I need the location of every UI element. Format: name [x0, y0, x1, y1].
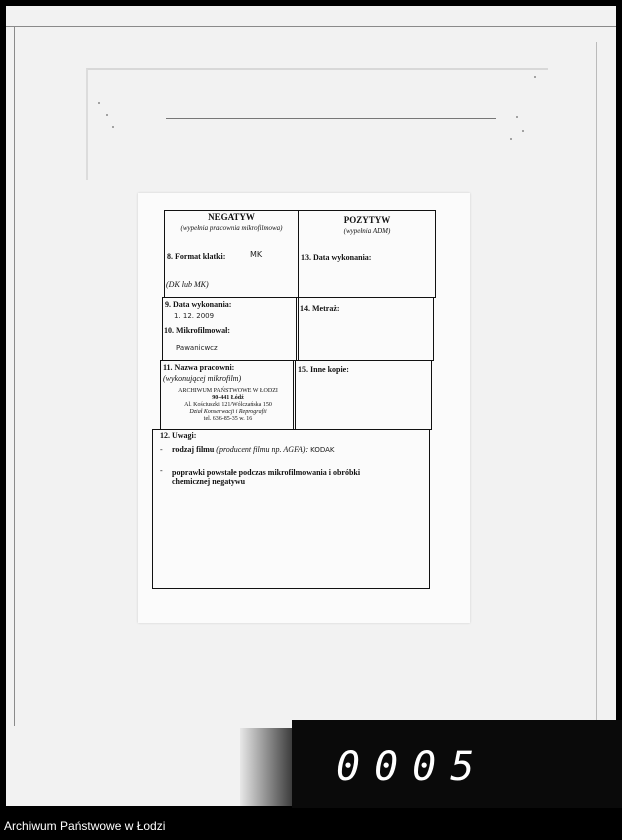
dust-speck	[106, 114, 108, 116]
dust-speck	[522, 130, 524, 132]
bullet1-bold: rodzaj filmu	[172, 445, 215, 454]
bullet1-italic: (producent filmu np. AGFA):	[216, 445, 309, 454]
negatyw-subtitle: (wypełnia pracownia mikrofilmowa)	[180, 224, 283, 232]
dust-speck	[112, 126, 114, 128]
dust-speck	[516, 116, 518, 118]
stamp-line2: 90-441 Łódź	[212, 395, 244, 401]
uwagi-label: 12. Uwagi:	[160, 431, 197, 440]
dust-speck	[98, 102, 100, 104]
footer-bar	[0, 812, 622, 840]
pozytyw-title: POZYTYW	[343, 215, 391, 225]
metraz-label: 14. Metraż:	[300, 304, 340, 313]
data-wykonania-value: 1. 12. 2009	[174, 312, 215, 320]
negatyw-title: NEGATYW	[208, 212, 255, 222]
mikrofilmowal-value: Pawanicwcz	[176, 344, 218, 352]
scan-guide-line	[6, 26, 616, 27]
inne-kopie-label: 15. Inne kopie:	[298, 365, 349, 374]
dust-speck	[534, 76, 536, 78]
bullet2-line2: chemicznej negatywu	[172, 477, 246, 486]
frame-counter-panel	[292, 720, 622, 808]
archive-name: Archiwum Państwowe w Łodzi	[4, 819, 166, 833]
stamp-line4: Dział Konserwacji i Reprografii	[189, 409, 267, 415]
bullet1-value: KODAK	[310, 446, 335, 454]
scan-guide-line	[596, 42, 597, 722]
stamp-line3: Al. Kościuszki 121/Wólczańska 150	[184, 402, 272, 408]
dust-speck	[510, 138, 512, 140]
format-klatki-value: MK	[250, 250, 263, 259]
stamp-line5: tel. 636-85-35 w. 16	[203, 416, 253, 422]
microfilm-form	[150, 210, 436, 590]
frame-counter: 0005	[336, 744, 489, 790]
nazwa-pracowni-subtitle: (wykonującej mikrofilm)	[163, 374, 242, 383]
counter-shadow	[240, 728, 300, 806]
pozytyw-subtitle: (wypełnia ADM)	[343, 227, 391, 235]
data-wykonania-adm-label: 13. Data wykonania:	[301, 253, 372, 262]
stamp-line1: ARCHIWUM PAŃSTWOWE W ŁODZI	[178, 388, 278, 394]
format-klatki-label: 8. Format klatki:	[167, 252, 226, 261]
bullet-mark: -	[160, 466, 163, 475]
bullet2-line1: poprawki powstałe podczas mikrofilmowania i obróbki	[172, 468, 361, 477]
mikrofilmowal-label: 10. Mikrofilmował:	[164, 326, 231, 335]
nazwa-pracowni-label: 11. Nazwa pracowni:	[163, 363, 235, 372]
data-wykonania-label: 9. Data wykonania:	[165, 300, 232, 309]
bullet-mark: -	[160, 445, 163, 454]
scan-guide-line	[14, 26, 15, 726]
format-klatki-hint: (DK lub MK)	[166, 280, 209, 289]
shadow-frame	[86, 68, 548, 180]
bullet1-text	[172, 445, 335, 455]
